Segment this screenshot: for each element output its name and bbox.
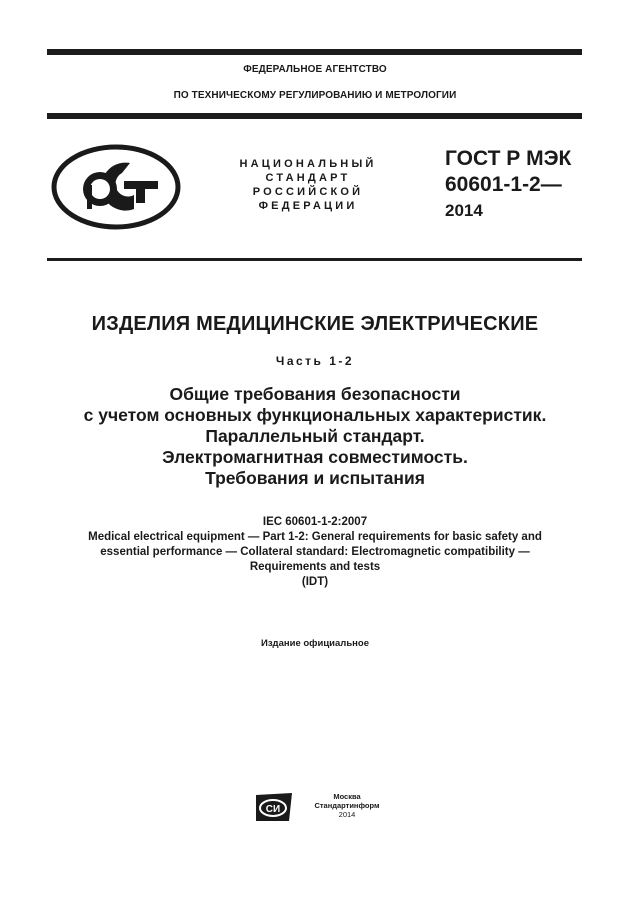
header-bottom-rule <box>47 258 582 261</box>
agency-line-1: ФЕДЕРАЛЬНОЕ АГЕНТСТВО <box>243 64 387 75</box>
national-line: СТАНДАРТ <box>265 172 351 184</box>
subtitle-line: Общие требования безопасности <box>169 384 461 404</box>
standartinform-logo-icon <box>256 793 292 821</box>
subtitle-line: с учетом основных функциональных характеристик. <box>83 405 547 425</box>
iec-line: IEC 60601-1-2:2007 <box>262 516 368 528</box>
agency-line-2: ПО ТЕХНИЧЕСКОМУ РЕГУЛИРОВАНИЮ И МЕТРОЛОГИИ <box>173 90 457 101</box>
subtitle-line: Требования и испытания <box>205 468 425 488</box>
document-part: Часть 1-2 <box>275 354 355 368</box>
national-line: РОССИЙСКОЙ <box>252 186 364 198</box>
international-standard-reference <box>0 515 630 590</box>
national-line: НАЦИОНАЛЬНЫЙ <box>239 158 377 170</box>
svg-text:СИ: СИ <box>265 804 281 815</box>
edition-label: Издание официальное <box>261 638 369 649</box>
publisher-name: Стандартинформ <box>314 801 380 810</box>
designation-line: ГОСТ Р МЭК <box>445 147 572 170</box>
document-subtitle <box>0 384 630 489</box>
publisher-city: Москва <box>333 792 361 801</box>
subtitle-line: Электромагнитная совместимость. <box>162 447 468 467</box>
iec-line: essential performance — Collateral standard: Electromagnetic compatibility — <box>100 546 530 558</box>
publisher-block <box>297 792 397 819</box>
iec-line: Medical electrical equipment — Part 1-2: General requirements for basic safety and <box>88 531 542 543</box>
iec-line: Requirements and tests <box>249 561 381 573</box>
top-rule <box>47 49 582 55</box>
national-standard-label <box>218 157 398 213</box>
designation-line: 2014 <box>445 201 483 220</box>
designation-line: 60601-1-2— <box>445 173 562 196</box>
iec-line: (IDT) <box>301 576 329 588</box>
national-line: ФЕДЕРАЦИИ <box>258 200 358 212</box>
standard-designation <box>445 146 571 224</box>
subtitle-line: Параллельный стандарт. <box>205 426 425 446</box>
document-title: ИЗДЕЛИЯ МЕДИЦИНСКИЕ ЭЛЕКТРИЧЕСКИЕ <box>91 313 539 335</box>
publisher-year: 2014 <box>338 810 356 819</box>
gost-logo-icon <box>50 143 182 231</box>
agency-bottom-rule <box>47 113 582 119</box>
